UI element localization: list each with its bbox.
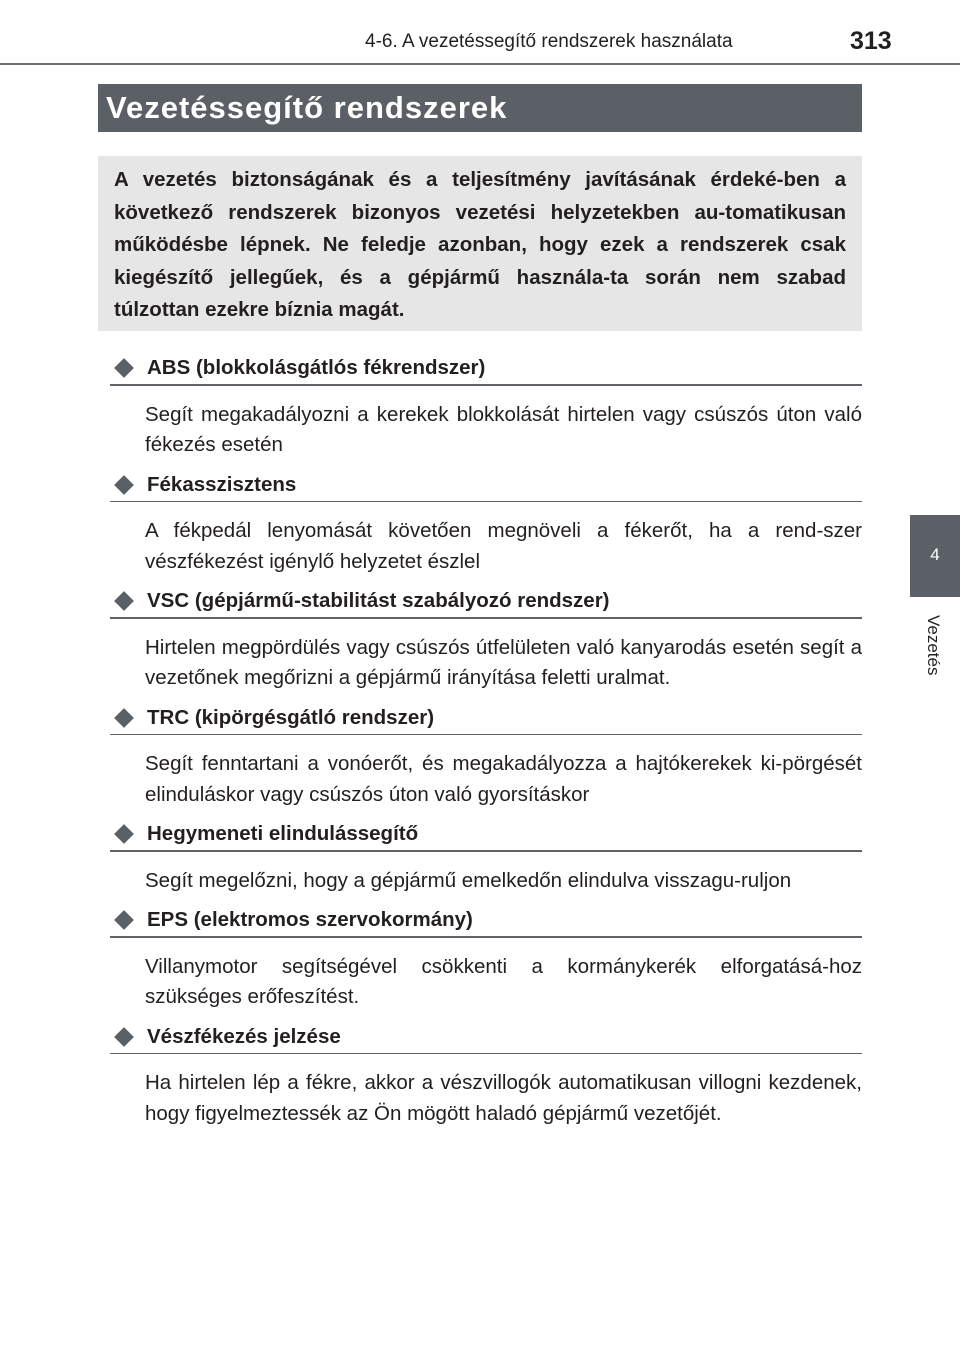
feature-title: VSC (gépjármű-stabilitást szabályozó rendszer): [147, 589, 610, 612]
feature-description: Ha hirtelen lép a fékre, akkor a vészvillogók automatikusan villogni kezdenek, hogy figyelmeztessék az Ön mögött haladó gépjármű vezetőjét.: [145, 1071, 862, 1125]
feature-description: Segít fenntartani a vonóerőt, és megakadályozza a hajtókerekek ki-pörgését elinduláskor vagy csúszós úton való gyorsításkor: [145, 752, 862, 806]
section-title-bar: [98, 84, 862, 132]
feature-heading: [110, 585, 862, 617]
header-divider: [0, 63, 960, 65]
chapter-tab-label: Vezetés: [924, 615, 943, 676]
diamond-bullet-icon: [114, 591, 134, 611]
feature-divider: [110, 936, 862, 938]
feature-divider: [110, 734, 862, 736]
feature-title: EPS (elektromos szervokormány): [147, 908, 473, 931]
feature-heading: [110, 352, 862, 384]
feature-item: [110, 818, 862, 896]
feature-description: Hirtelen megpördülés vagy csúszós útfelületen való kanyarodás esetén segít a vezetőnek megőrizni a gépjármű irányítása feletti uralmat.: [145, 635, 862, 689]
section-title: Vezetéssegítő rendszerek: [106, 90, 508, 125]
intro-text: A vezetés biztonságának és a teljesítmény javításának érdeké-ben a következő rendszerek bizonyos vezetési helyzetekben au-tomatikusan működésbe lépnek. Ne feledje azonban, hogy ezek a rendszerek csak kiegészítő jellegűek, és a gépjármű használa-ta során nem szabad túlzottan ezekre bíznia magát.: [114, 168, 846, 321]
feature-heading: [110, 702, 862, 734]
chapter-title: 4-6. A vezetéssegítő rendszerek használata: [365, 31, 733, 52]
feature-title: Fékasszisztens: [147, 472, 297, 496]
diamond-bullet-icon: [114, 358, 134, 378]
chapter-tab-label-wrap: [913, 615, 957, 695]
diamond-bullet-icon: [114, 708, 134, 728]
diamond-bullet-icon: [114, 910, 134, 930]
feature-heading: [110, 818, 862, 850]
feature-divider: [110, 501, 862, 503]
feature-item: [110, 1021, 862, 1130]
feature-item: [110, 469, 862, 578]
feature-heading: [110, 469, 862, 501]
feature-description: Segít megakadályozni a kerekek blokkolását hirtelen vagy csúszós úton való fékezés esetén: [145, 402, 862, 456]
feature-divider: [110, 1053, 862, 1055]
feature-title: Vészfékezés jelzése: [147, 1024, 341, 1048]
chapter-side-tab: [910, 515, 960, 597]
page-header: [0, 0, 960, 60]
feature-heading: [110, 904, 862, 936]
feature-title: TRC (kipörgésgátló rendszer): [147, 705, 435, 729]
diamond-bullet-icon: [114, 475, 134, 495]
feature-heading: [110, 1021, 862, 1053]
feature-divider: [110, 384, 862, 386]
feature-description: Segít megelőzni, hogy a gépjármű emelkedőn elindulva visszagu-ruljon: [145, 868, 792, 892]
diamond-bullet-icon: [114, 1027, 134, 1047]
chapter-tab-number: 4: [930, 545, 940, 564]
feature-description: Villanymotor segítségével csökkenti a kormánykerék elforgatásá-hoz szükséges erőfeszítést.: [145, 954, 862, 1008]
feature-list: [110, 352, 862, 1137]
feature-divider: [110, 850, 862, 852]
feature-item: [110, 352, 862, 461]
feature-item: [110, 702, 862, 811]
feature-item: [110, 904, 862, 1013]
feature-title: ABS (blokkolásgátlós fékrendszer): [147, 356, 486, 379]
feature-description: A fékpedál lenyomását követően megnöveli a fékerőt, ha a rend-szer vészfékezést igénylő helyzetet észlel: [145, 519, 862, 573]
feature-title: Hegymeneti elindulássegítő: [147, 822, 419, 845]
intro-box: [98, 156, 862, 331]
feature-divider: [110, 617, 862, 619]
page-number: 313: [850, 27, 892, 55]
feature-item: [110, 585, 862, 694]
diamond-bullet-icon: [114, 824, 134, 844]
